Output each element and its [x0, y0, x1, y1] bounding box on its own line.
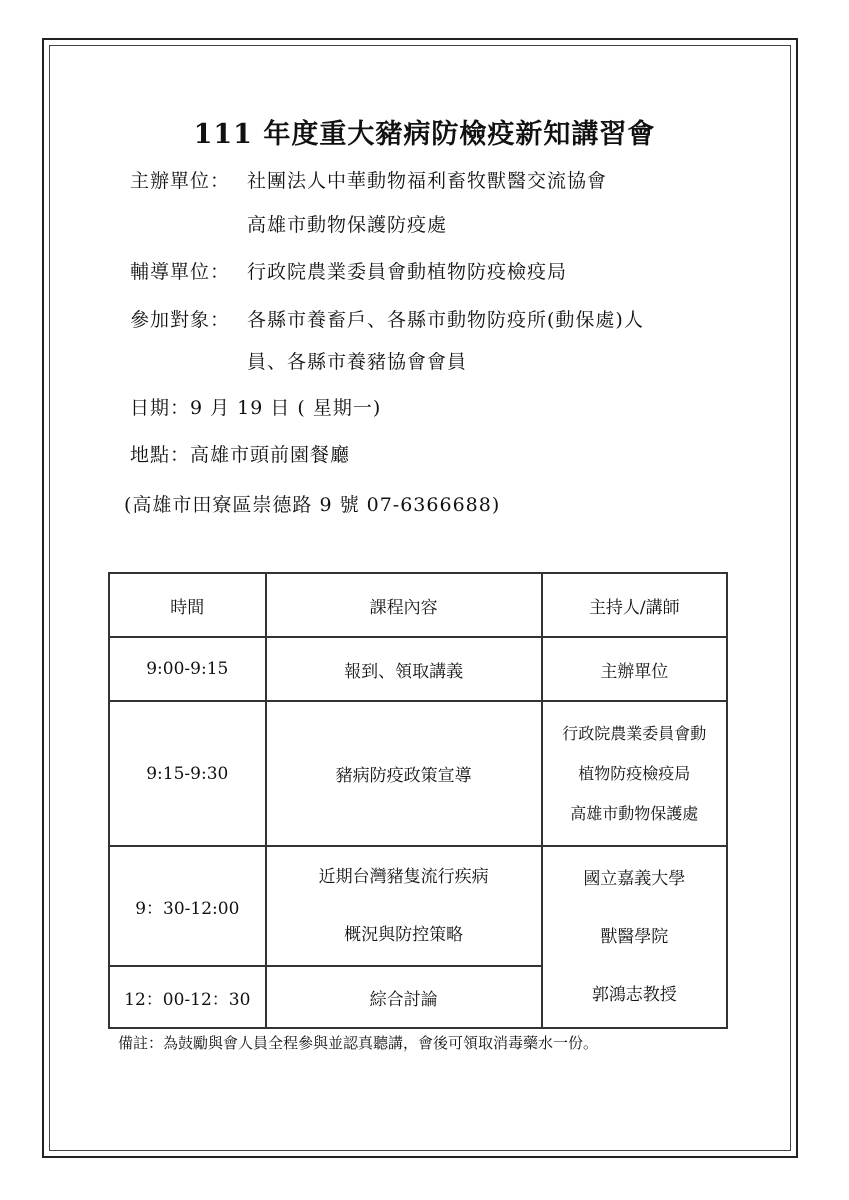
shared-speaker-cell: [542, 846, 727, 1028]
audience-line-1: 各縣市養畜戶、各縣市動物防疫所(動保處)人: [247, 309, 644, 331]
organizer-label: 主辦單位：: [130, 170, 231, 192]
row-2-time: 9:15-9:30: [109, 701, 266, 846]
row-3-content-line-1: 近期台灣豬隻流行疾病: [318, 867, 489, 887]
shared-speaker-line-1: 國立嘉義大學: [583, 869, 686, 889]
table-row: [109, 846, 727, 966]
advisor-value: 行政院農業委員會動植物防疫檢疫局: [247, 261, 568, 283]
row-3-content: [266, 846, 542, 966]
advisor-label: 輔導單位：: [130, 261, 231, 283]
row-3-content-line-2: 概況與防控策略: [344, 925, 464, 945]
row-2-speaker-line-3: 高雄市動物保護處: [570, 803, 699, 823]
table-row: [109, 637, 727, 701]
row-2-speaker-line-2: 植物防疫檢疫局: [578, 763, 691, 783]
table-row: [109, 701, 727, 846]
event-venue: 地點：高雄市頭前園餐廳: [130, 444, 351, 466]
table-header-row: [109, 573, 727, 637]
row-2-speaker-line-1: 行政院農業委員會動: [562, 723, 707, 743]
event-date: 日期：9 月 19 日 ( 星期一): [130, 397, 382, 419]
row-4-content: 綜合討論: [266, 966, 542, 1028]
shared-speaker-line-3: 郭鴻志教授: [591, 985, 677, 1005]
document-title: 111 年度重大豬病防檢疫新知講習會: [193, 119, 656, 150]
row-1-time: 9:00-9:15: [109, 637, 266, 701]
row-2-content: 豬病防疫政策宣導: [266, 701, 542, 846]
row-1-speaker: 主辦單位: [542, 637, 727, 701]
schedule-table: [108, 572, 728, 1029]
organizer-line-2: 高雄市動物保護防疫處: [247, 214, 448, 236]
header-time: 時間: [109, 573, 266, 637]
row-4-time: 12：00-12：30: [109, 966, 266, 1028]
audience-label: 參加對象：: [130, 309, 231, 331]
venue-address: (高雄市田寮區崇德路 9 號 07-6366688): [124, 494, 501, 516]
row-2-speaker: [542, 701, 727, 846]
row-3-time: 9：30-12:00: [109, 846, 266, 966]
header-speaker: 主持人/講師: [542, 573, 727, 637]
row-1-content: 報到、領取講義: [266, 637, 542, 701]
organizer-line-1: 社團法人中華動物福利畜牧獸醫交流協會: [247, 170, 608, 192]
header-content: 課程內容: [266, 573, 542, 637]
shared-speaker-line-2: 獸醫學院: [600, 927, 669, 947]
audience-line-2: 員、各縣市養豬協會會員: [247, 351, 468, 373]
footnote: 備註：為鼓勵與會人員全程參與並認真聽講，會後可領取消毒藥水一份。: [118, 1034, 599, 1052]
